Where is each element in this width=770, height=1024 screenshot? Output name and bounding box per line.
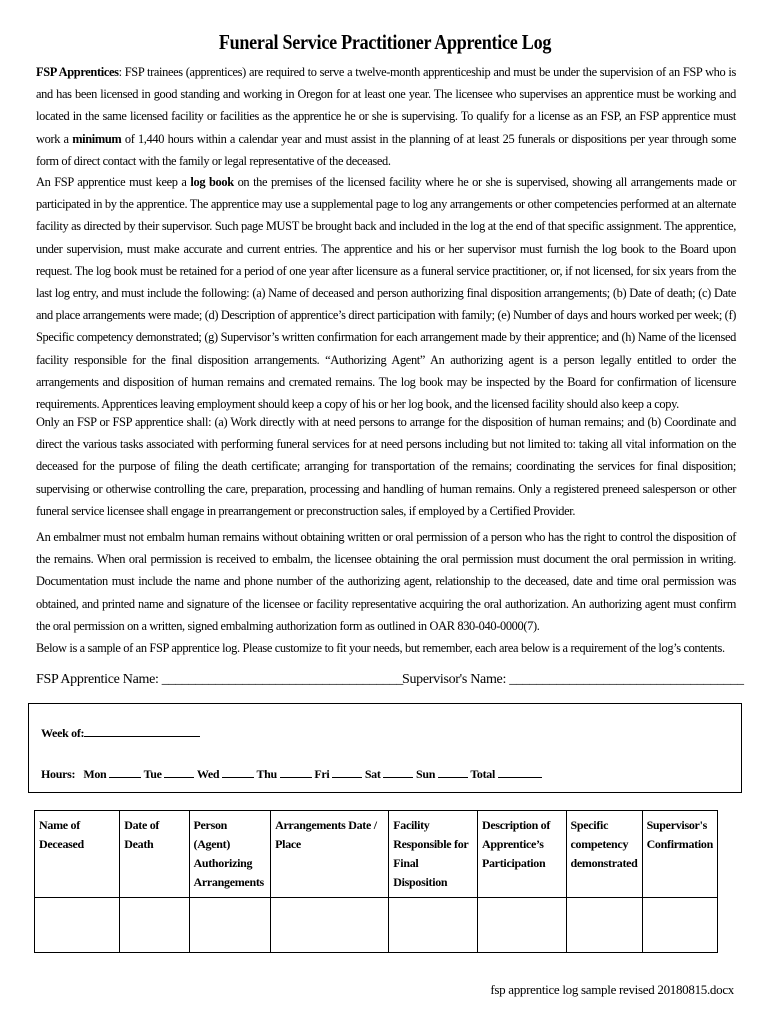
page-title: Funeral Service Practitioner Apprentice Log <box>218 30 552 54</box>
paragraph-text: An FSP apprentice must keep a <box>36 175 191 189</box>
table-cell[interactable] <box>189 898 271 953</box>
column-header: Facility Responsible for Final Disposition <box>389 811 478 898</box>
column-header: Name of Deceased <box>35 811 120 898</box>
emphasis-log-book: log book <box>190 175 234 189</box>
paragraph-sample-intro: Below is a sample of an FSP apprentice log. Please customize to fit your needs, but remember, each area below is a requirement of the log’s contents. <box>36 641 725 655</box>
name-fields <box>36 672 744 688</box>
table-cell[interactable] <box>389 898 478 953</box>
column-header: Specific competency demonstrated <box>566 811 642 898</box>
paragraph-text: on the premises of the licensed facility where he or she is supervised, showing all arrangements made or participated in by the apprentice. The apprentice may use a supplemental page to log any arrangements or other competencies performed at an alternate facility as directed by their supervisor. Such page MUST be brought back and included in the log at the end of that specific assignment. The apprentice, under supervision, must make accurate and current entries. The apprentice and his or her supervisor must furnish the log book to the Board upon request. The log book must be retained for a period of one year after licensure as a funeral service practitioner, or, if not licensed, for six years from the last log entry, and must include the following: (a) Name of deceased and person authorizing final disposition arrangements; (b) Date of death; (c) Date and place arrangements were made; (d) Description of apprentice’s direct participation with family; (e) Number of days and hours worked per week; (f) Specific competency demonstrated; (g) Supervisor’s written confirmation for each arrangement made by their apprentice; and (h) Name of the licensed facility responsible for the final disposition arrangements. “Authorizing Agent” An authorizing agent is a person legally entitled to order the arrangements and disposition of human remains and cremated remains. The log book may be inspected by the Board for confirmation of licensure requirements. Apprentices leaving employment should keep a copy of his or her log book, and the licensed facility should also keep a copy. <box>36 175 737 412</box>
hours-field-total[interactable] <box>498 767 542 778</box>
day-label-total: Total <box>470 767 496 781</box>
table-cell[interactable] <box>642 898 717 953</box>
hours-field-tue[interactable] <box>164 767 194 778</box>
supervisor-name-field[interactable]: Supervisor's Name: ___________________________________ <box>402 672 744 687</box>
apprentices-lead: FSP Apprentices <box>36 65 119 79</box>
table-row <box>35 898 718 953</box>
day-label-sun: Sun <box>416 767 436 781</box>
apprentice-log-table <box>34 810 718 953</box>
day-label-mon: Mon <box>83 767 107 781</box>
footer-filename: fsp apprentice log sample revised 20180815.docx <box>490 982 734 997</box>
week-of-field[interactable] <box>84 726 200 737</box>
table-cell[interactable] <box>120 898 189 953</box>
day-label-thu: Thu <box>256 767 277 781</box>
table-cell[interactable] <box>271 898 389 953</box>
hours-field-fri[interactable] <box>332 767 362 778</box>
table-cell[interactable] <box>35 898 120 953</box>
apprentice-name-field[interactable]: FSP Apprentice Name: ____________________________________ <box>36 672 403 687</box>
hours-field-sun[interactable] <box>438 767 468 778</box>
paragraph-embalming: An embalmer must not embalm human remains without obtaining written or oral permission of a person who has the right to control the disposition of the remains. When oral permission is received to embalm, the licensee obtaining the oral permission must document the oral permission in writing. Documentation must include the name and phone number of the authorizing agent, relationship to the deceased, date and time oral permission was obtained, and printed name and signature of the licensee or facility representative acquiring the oral authorization. An authorizing agent must confirm the oral permission on a written, signed embalming authorization form as outlined in OAR 830-040-0000(7). <box>36 530 736 633</box>
column-header: Supervisor's Confirmation <box>642 811 717 898</box>
paragraph-duties: Only an FSP or FSP apprentice shall: (a) Work directly with at need persons to arrange for the disposition of human remains; and (b) Coordinate and direct the various tasks associated with performing funeral services for at need persons including but not limited to: taking all vital information on the deceased for the purpose of filing the death certificate; arranging for transportation of the remains; coordinating the services for final disposition; supervising or otherwise controlling the care, preparation, processing and handling of human remains. Only a registered preneed salesperson or other funeral service licensee shall engage in prearrangement or preconstruction sales, if employed by a Certified Provider. <box>36 415 736 518</box>
hours-field-thu[interactable] <box>280 767 312 778</box>
hours-label: Hours: <box>41 767 76 781</box>
hours-field-wed[interactable] <box>222 767 254 778</box>
day-label-sat: Sat <box>364 767 381 781</box>
column-header: Date of Death <box>120 811 189 898</box>
column-header: Person (Agent) Authorizing Arrangements <box>189 811 271 898</box>
table-header-row <box>35 811 718 898</box>
day-label-fri: Fri <box>314 767 330 781</box>
column-header: Arrangements Date / Place <box>271 811 389 898</box>
hours-field-mon[interactable] <box>109 767 141 778</box>
hours-row <box>41 767 542 782</box>
paragraph-text: : FSP trainees (apprentices) are required to serve a twelve-month apprenticeship and must be under the supervision of an FSP who is and has been licensed in good standing and working in Oregon for at least one year. The licensee who supervises an apprentice must be working and located in the same licensed facility or facilities as the apprentice he or she is supervising. To qualify for a license as an FSP, an FSP apprentice must work a <box>36 65 736 146</box>
hours-field-sat[interactable] <box>383 767 413 778</box>
table-cell[interactable] <box>477 898 566 953</box>
week-of-row <box>41 726 200 741</box>
column-header: Description of Apprentice’s Participation <box>477 811 566 898</box>
week-of-label: Week of: <box>41 726 85 740</box>
paragraph-apprentices <box>36 61 736 172</box>
emphasis-minimum: minimum <box>72 131 122 146</box>
paragraph-text: of 1,440 hours within a calendar year and must assist in the planning of at least 25 funerals or dispositions per year through some form of direct contact with the family or legal representative of the deceased. <box>36 131 736 168</box>
day-label-wed: Wed <box>196 767 220 781</box>
day-label-tue: Tue <box>143 767 162 781</box>
paragraph-log-book <box>36 171 736 415</box>
table-cell[interactable] <box>566 898 642 953</box>
week-hours-box <box>28 703 742 793</box>
